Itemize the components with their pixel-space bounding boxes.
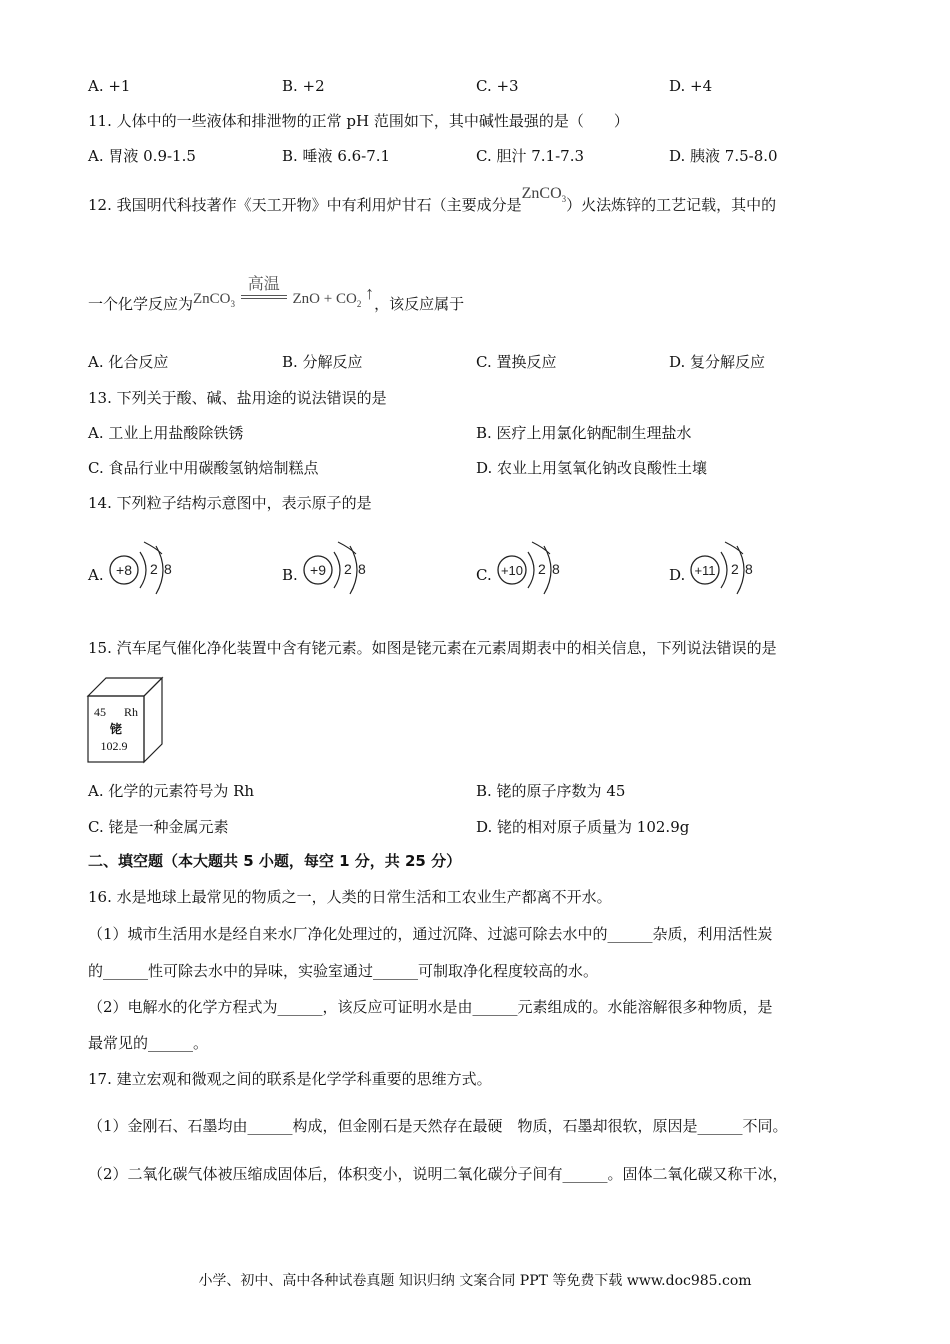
shell-2-electrons: 8 bbox=[552, 561, 560, 577]
q10-option-b: B. +2 bbox=[282, 77, 325, 95]
q10-option-d: D. +4 bbox=[669, 77, 713, 95]
q12-option-a: A. 化合反应 bbox=[88, 353, 169, 371]
element-name: 铑 bbox=[109, 722, 123, 736]
q15-option-d: D. 铑的相对原子质量为 102.9g bbox=[476, 818, 690, 836]
section-heading-fill-in: 二、填空题（本大题共 5 小题，每空 1 分，共 25 分） bbox=[88, 852, 462, 870]
q11-stem: 11. 人体中的一些液体和排泄物的正常 pH 范围如下，其中碱性最强的是（ ） bbox=[88, 112, 629, 130]
q11-option-d: D. 胰液 7.5-8.0 bbox=[669, 147, 778, 165]
rhodium-element-cell bbox=[86, 676, 166, 764]
shell-2-electrons: 8 bbox=[358, 561, 366, 577]
q14-stem: 14. 下列粒子结构示意图中，表示原子的是 bbox=[88, 494, 372, 512]
shell-2-electrons: 8 bbox=[164, 561, 172, 577]
atom-diagram-c bbox=[494, 540, 574, 600]
nucleus-charge: +10 bbox=[500, 563, 524, 578]
atomic-number: 45 bbox=[94, 705, 106, 719]
q13-stem: 13. 下列关于酸、碱、盐用途的说法错误的是 bbox=[88, 389, 387, 407]
q11-option-c: C. 胆汁 7.1-7.3 bbox=[476, 147, 585, 165]
q15-option-c: C. 铑是一种金属元素 bbox=[88, 818, 229, 836]
q12-option-b: B. 分解反应 bbox=[282, 353, 363, 371]
q15-option-b: B. 铑的原子序数为 45 bbox=[476, 782, 626, 800]
q13-option-d: D. 农业上用氢氧化钠改良酸性土壤 bbox=[476, 459, 708, 477]
q12-line2 bbox=[88, 276, 465, 320]
shell-1-electrons: 2 bbox=[731, 561, 739, 577]
q17-part1: （1）金刚石、石墨均由______构成，但金刚石是天然存在最硬 物质，石墨却很软，原因是______不同。 bbox=[88, 1117, 788, 1135]
q11-option-a: A. 胃液 0.9-1.5 bbox=[88, 147, 196, 165]
q16-part2-line2: 最常见的______。 bbox=[88, 1034, 209, 1052]
reaction-equation: ZnCO$_3$ 高温 ZnO + $CO_2$ ↑ bbox=[193, 276, 375, 309]
q15-option-a: A. 化学的元素符号为 Rh bbox=[88, 782, 255, 800]
q14-option-a-label: A. bbox=[88, 566, 104, 584]
atom-diagram-b bbox=[300, 540, 380, 600]
nucleus-charge: +11 bbox=[694, 563, 716, 578]
q12-option-d: D. 复分解反应 bbox=[669, 353, 766, 371]
q15-stem: 15. 汽车尾气催化净化装置中含有铑元素。如图是铑元素在元素周期表中的相关信息，下列说法错误的是 bbox=[88, 639, 777, 657]
q13-option-b: B. 医疗上用氯化钠配制生理盐水 bbox=[476, 424, 692, 442]
q13-option-a: A. 工业上用盐酸除铁锈 bbox=[88, 424, 244, 442]
q14-option-c-label: C. bbox=[476, 566, 492, 584]
q17-part2: （2）二氧化碳气体被压缩成固体后，体积变小，说明二氧化碳分子间有______。固体二氧化碳又称干冰， bbox=[88, 1165, 788, 1183]
q14-option-b-label: B. bbox=[282, 566, 298, 584]
q12-line2-pre: 一个化学反应为 bbox=[88, 295, 194, 313]
q11-option-b: B. 唾液 6.6-7.1 bbox=[282, 147, 391, 165]
q12-stem-pre: 12. 我国明代科技著作《天工开物》中有利用炉甘石（主要成分是 bbox=[88, 196, 522, 214]
zinc-carbonate-formula: ZnCO$_3$ bbox=[521, 185, 567, 204]
q10-option-a: A. +1 bbox=[88, 77, 131, 95]
shell-1-electrons: 2 bbox=[344, 561, 352, 577]
atom-diagram-d bbox=[687, 540, 767, 600]
shell-2-electrons: 8 bbox=[745, 561, 753, 577]
element-symbol: Rh bbox=[124, 705, 139, 719]
q16-part1-line2: 的______性可除去水中的异味，实验室通过______可制取净化程度较高的水。 bbox=[88, 962, 599, 980]
q12-stem bbox=[88, 185, 777, 221]
q13-option-c: C. 食品行业中用碳酸氢钠焙制糕点 bbox=[88, 459, 319, 477]
q17-stem: 17. 建立宏观和微观之间的联系是化学学科重要的思维方式。 bbox=[88, 1070, 492, 1088]
q16-stem: 16. 水是地球上最常见的物质之一，人类的日常生活和工农业生产都离不开水。 bbox=[88, 888, 612, 906]
nucleus-charge: +8 bbox=[116, 562, 132, 578]
reaction-condition: 高温 bbox=[241, 299, 287, 303]
q12-stem-post: ）火法炼锌的工艺记载，其中的 bbox=[566, 196, 777, 214]
q12-line2-post: ，该反应属于 bbox=[374, 295, 465, 313]
atomic-mass: 102.9 bbox=[100, 739, 128, 753]
q16-part2-line1: （2）电解水的化学方程式为______，该反应可证明水是由______元素组成的。水能溶解很多种物质，是 bbox=[88, 998, 773, 1016]
shell-1-electrons: 2 bbox=[150, 561, 158, 577]
atom-diagram-a bbox=[106, 540, 186, 600]
q16-part1-line1: （1）城市生活用水是经自来水厂净化处理过的，通过沉降、过滤可除去水中的______杂质，利用活性炭 bbox=[88, 925, 773, 943]
q12-option-c: C. 置换反应 bbox=[476, 353, 557, 371]
q14-option-d-label: D. bbox=[669, 566, 686, 584]
shell-1-electrons: 2 bbox=[538, 561, 546, 577]
nucleus-charge: +9 bbox=[310, 562, 326, 578]
page-footer: 小学、初中、高中各种试卷真题 知识归纳 文案合同 PPT 等免费下载 www.doc985.com bbox=[198, 1273, 752, 1289]
q10-option-c: C. +3 bbox=[476, 77, 519, 95]
